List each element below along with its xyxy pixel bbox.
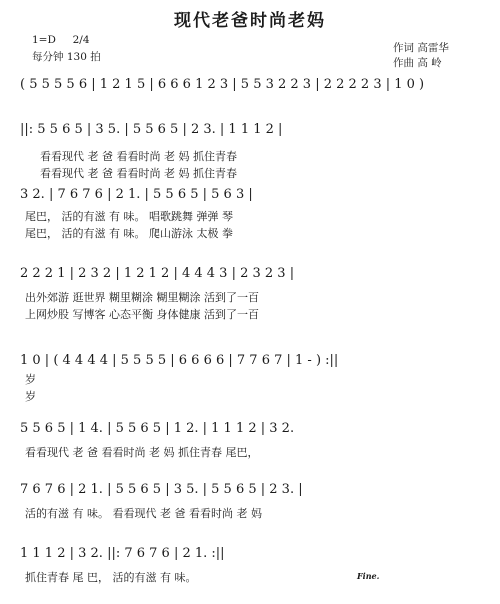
notes-line-2: ||: 5 5 6 5 | 3 5. | 5 5 6 5 | 2 3. | 1 1 1 2 | <box>20 122 283 137</box>
lyrics-line-2-verse-1: 看看现代 老 爸 看看时尚 老 妈 抓住青春 <box>40 150 237 163</box>
song-title: 现代老爸时尚老妈 <box>174 11 326 31</box>
lyrics-line-4-verse-2: 上网炒股 写博客 心态平衡 身体健康 活到了一百 <box>25 308 259 321</box>
line-1 <box>20 77 424 92</box>
notes-line-6: 5 5 6 5 | 1 4. | 5 5 6 5 | 1 2. | 1 1 1 2 | 3 2. <box>20 421 295 436</box>
fine-mark: Fine. <box>357 571 380 581</box>
time-signature: 2/4 <box>72 34 90 46</box>
lyrics-line-2-verse-2: 看看现代 老 爸 看看时尚 老 妈 抓住青春 <box>40 167 237 180</box>
lyrics-line-6: 看看现代 老 爸 看看时尚 老 妈 抓住青春 尾巴， <box>25 446 259 459</box>
line-6 <box>20 421 294 459</box>
lyricist: 作词 高雷华 <box>393 42 449 54</box>
key-signature: 1=D <box>32 34 56 46</box>
line-3 <box>20 187 253 240</box>
lyrics-line-5-verse-2: 岁 <box>25 390 36 403</box>
lyrics-line-8: 抓住青春 尾 巴， 活的有滋 有 味。 <box>25 571 197 584</box>
lyrics-line-3-verse-2: 尾巴， 活的有滋 有 味。 爬山游泳 太极 拳 <box>25 227 233 240</box>
lyrics-line-7: 活的有滋 有 味。 看看现代 老 爸 看看时尚 老 妈 <box>25 507 262 520</box>
tempo-mark: 每分钟 130 拍 <box>32 51 101 63</box>
notes-line-3: 3 2. | 7 6 7 6 | 2 1. | 5 5 6 5 | 5 6 3 | <box>20 187 253 202</box>
line-8 <box>20 546 380 584</box>
line-5 <box>20 353 338 403</box>
notes-line-4: 2 2 2 1 | 2 3 2 | 1 2 1 2 | 4 4 4 3 | 2 3 2 3 | <box>20 266 295 281</box>
notes-line-7: 7 6 7 6 | 2 1. | 5 5 6 5 | 3 5. | 5 5 6 5 | 2 3. | <box>20 482 303 497</box>
notes-line-5: 1 0 | ( 4 4 4 4 | 5 5 5 5 | 6 6 6 6 | 7 7 6 7 | 1 - ) :|| <box>20 353 339 368</box>
line-2 <box>20 122 282 180</box>
notes-line-1: ( 5 5 5 5 6 | 1 2 1 5 | 6 6 6 1 2 3 | 5 5 3 2 2 3 | 2 2 2 2 3 | 1 0 ) <box>20 77 425 92</box>
line-4 <box>20 266 294 321</box>
lyrics-line-5-verse-1: 岁 <box>25 373 36 386</box>
composer: 作曲 高 岭 <box>393 57 442 69</box>
notes-line-8: 1 1 1 2 | 3 2. ||: 7 6 7 6 | 2 1. :|| <box>20 546 225 561</box>
lyrics-line-3-verse-1: 尾巴， 活的有滋 有 味。 唱歌跳舞 弹弹 琴 <box>25 210 233 223</box>
lyrics-line-4-verse-1: 出外郊游 逛世界 糊里糊涂 糊里糊涂 活到了一百 <box>25 291 259 304</box>
line-7 <box>20 482 303 520</box>
